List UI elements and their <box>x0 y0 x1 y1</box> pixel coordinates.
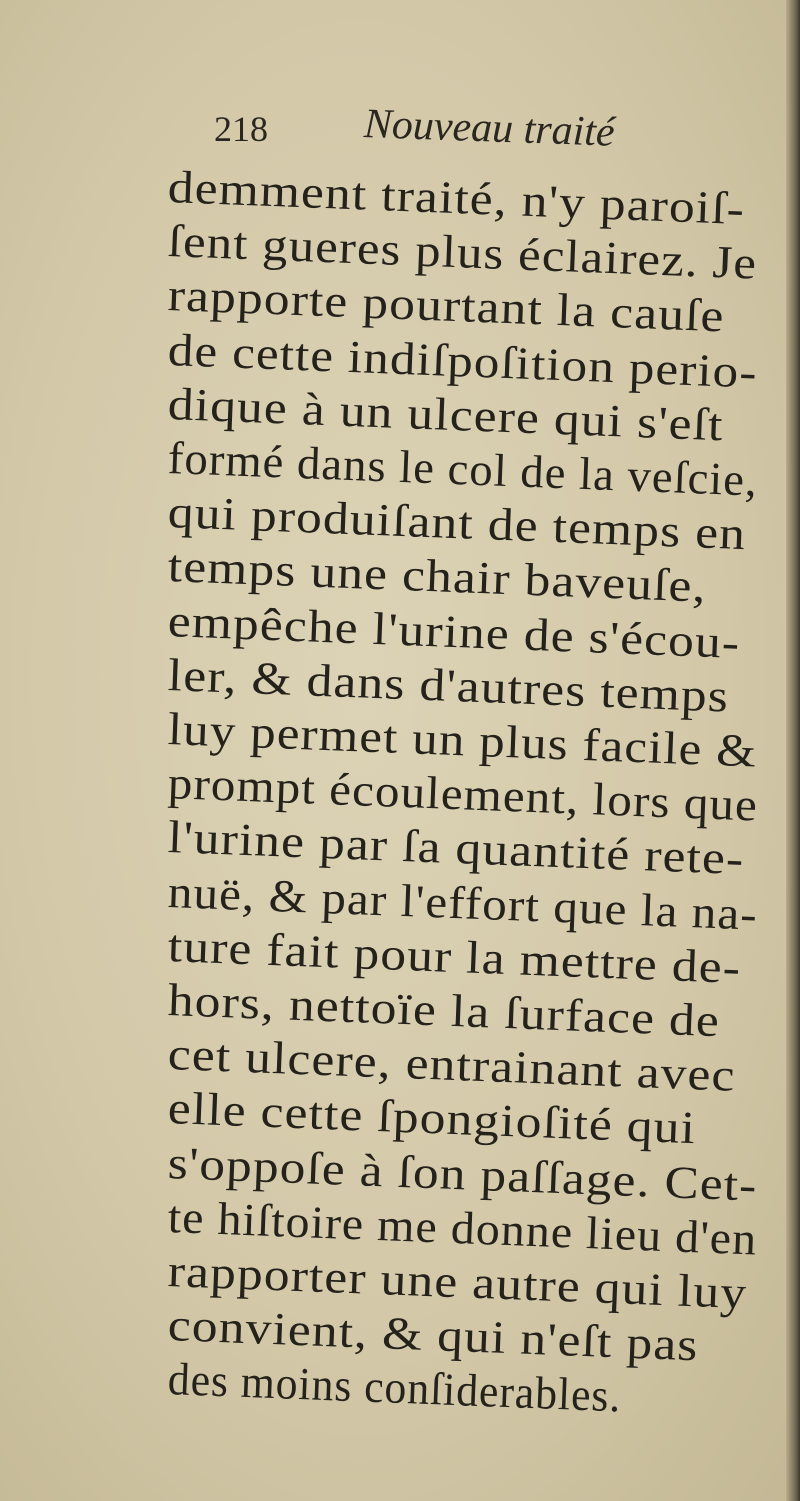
text-line: te hiſtoire me donne lieu d'en <box>167 1190 759 1265</box>
text-line: prompt écoulement, lors que <box>167 757 759 831</box>
page-gutter <box>786 0 800 1501</box>
text-line: cet ulcere, entrainant avec <box>167 1028 737 1101</box>
text-line: convient, & qui n'eſt pas <box>167 1299 700 1371</box>
text-line: de cette indiſpoſition perio- <box>167 323 759 398</box>
text-line: qui produiſant de temps en <box>167 486 748 560</box>
text-line: ture fait pour la mettre de- <box>167 919 743 993</box>
text-line: ler, & dans d'autres temps <box>167 648 731 722</box>
text-line: empêche l'urine de s'écou- <box>167 594 742 668</box>
text-line: des moins conſiderables. <box>167 1353 623 1422</box>
text-line: elle cette ſpongioſité qui <box>167 1082 698 1154</box>
text-line: l'urine par ſa quantité rete- <box>167 811 746 885</box>
text-line: hors, nettoïe la ſurface de <box>167 974 721 1047</box>
text-line: nuë, & par l'effort que la na- <box>167 865 759 940</box>
text-line: demment traité, n'y paroiſ- <box>167 161 747 235</box>
text-line: luy permet un plus facile & <box>167 703 759 777</box>
running-title: Nouveau traité <box>363 101 616 156</box>
text-line: formé dans le col de la veſcie, <box>167 432 759 506</box>
text-line: temps une chair baveuſe, <box>167 540 708 613</box>
text-line: s'oppoſe à ſon paſſage. Cet- <box>167 1136 759 1211</box>
text-line: ſent gueres plus éclairez. Je <box>167 215 759 289</box>
page-header <box>214 100 694 160</box>
text-line: dique à un ulcere qui s'eſt <box>167 377 725 451</box>
text-line: rapporter une autre qui luy <box>167 1245 749 1319</box>
page-number: 218 <box>214 109 268 149</box>
text-line: rapporte pourtant la cauſe <box>167 269 726 342</box>
